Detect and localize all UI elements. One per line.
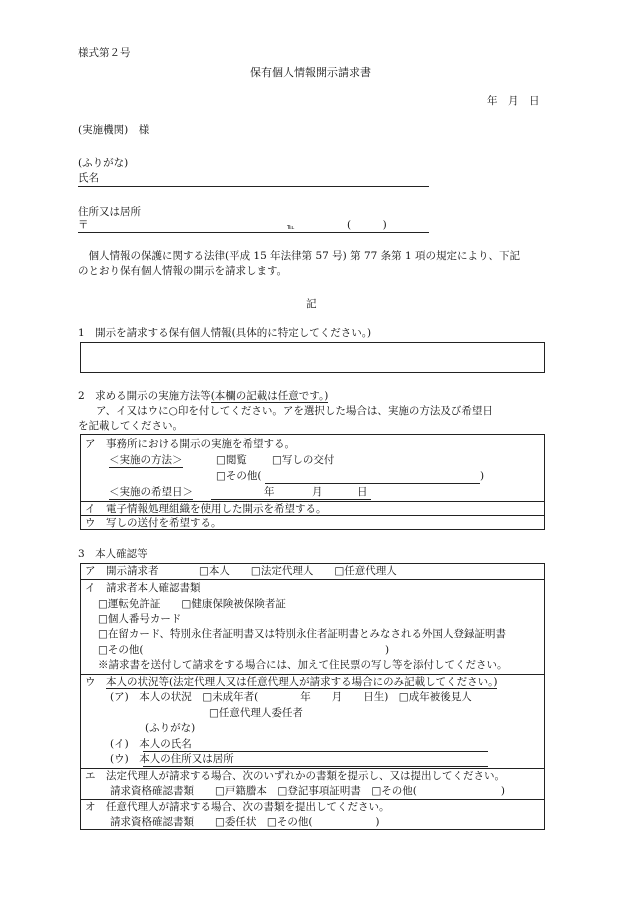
principal-name-row: [110, 738, 192, 751]
principal-status-line[interactable]: (ア) 本人の状況 □未成年者( 年 月 日生) □成年被後見人: [110, 691, 472, 703]
method-other-option[interactable]: □その他(: [216, 470, 262, 482]
option-i-label[interactable]: イ 電子情報処理組織を使用した開示を希望する。: [85, 503, 327, 515]
method-other-line[interactable]: [265, 483, 480, 484]
identity-docs-line-2[interactable]: □個人番号カード: [98, 613, 182, 625]
requester-type-label: ア 開示請求者: [85, 565, 159, 577]
section2-divider-1: [81, 501, 544, 502]
preferred-date-line[interactable]: [211, 499, 371, 500]
principal-address-line[interactable]: [143, 766, 488, 767]
legal-agent-documents[interactable]: 請求資格確認書類 □戸籍謄本 □登記事項証明書 □その他( ): [110, 785, 505, 797]
applicant-address-line[interactable]: [78, 232, 429, 233]
identity-docs-line-3[interactable]: □在留カード、特別永住者証明書又は特別永住者証明書とみなされる外国人登録証明書: [98, 628, 506, 640]
preferred-date-month: 月: [312, 486, 323, 498]
option-u-label[interactable]: ウ 写しの送付を希望する。: [85, 517, 222, 529]
section2-table: [80, 434, 545, 530]
section1-heading: 1 開示を請求する保有個人情報(具体的に特定してください。): [78, 327, 372, 339]
intro-line-2: のとおり保有個人情報の開示を請求します。: [78, 265, 288, 277]
applicant-name-line[interactable]: [78, 186, 429, 187]
section3-divider-e: [81, 799, 544, 800]
form-number: 様式第２号: [78, 47, 131, 59]
identity-docs-line-1[interactable]: □運転免許証 □健康保険被保険者証: [98, 598, 286, 610]
tel-mark: ℡: [287, 223, 295, 231]
tel-parentheses: ( ): [347, 219, 387, 231]
principal-address-row: [110, 753, 234, 766]
voluntary-agent-documents[interactable]: 請求資格確認書類 □委任状 □その他( ): [110, 816, 380, 828]
section3-divider-a: [81, 579, 544, 580]
form-title: 保有個人情報開示請求書: [250, 66, 371, 79]
method-view-option[interactable]: □閲覧: [216, 454, 247, 466]
principal-address-marker: (ウ): [110, 753, 140, 765]
principal-status-heading: [85, 676, 497, 689]
request-date: 年 月 日: [487, 95, 540, 107]
section3-heading: 3 本人確認等: [78, 548, 148, 560]
section2-note-1: ア、イ又はウに○印を付してください。アを選択した場合は、実施の方法及び希望日: [96, 405, 493, 417]
method-other-close: ): [480, 470, 485, 482]
option-a-label[interactable]: ア 事務所における開示の実施を希望する。: [85, 438, 295, 450]
section1-input-box[interactable]: [80, 342, 545, 373]
principal-name-line[interactable]: [143, 751, 488, 752]
section3-divider-u: [81, 768, 544, 769]
requester-type-options[interactable]: □本人 □法定代理人 □任意代理人: [199, 565, 397, 577]
section3-table: [80, 563, 545, 830]
principal-address-label: 本人の住所又は居所: [139, 753, 234, 765]
identity-docs-label: イ 請求者本人確認書類: [85, 582, 201, 594]
intro-line-1: 個人情報の保護に関する法律(平成 15 年法律第 57 号) 第 77 条第 1 項の規定により、下記: [78, 250, 520, 262]
identity-docs-other[interactable]: □その他( ): [98, 644, 390, 656]
principal-name-label: 本人の氏名: [139, 738, 192, 750]
section2-divider-2: [81, 515, 544, 516]
preferred-date-label: ＜実施の希望日＞: [109, 486, 193, 498]
method-copy-option[interactable]: □写しの交付: [272, 454, 335, 466]
section2-heading-text: 2 求める開示の実施方法等: [78, 390, 211, 402]
principal-furigana-label: (ふりがな): [145, 722, 196, 734]
voluntary-agent-instruction: オ 任意代理人が請求する場合、次の書類を提出してください。: [85, 801, 390, 813]
applicant-address-label: 住所又は居所: [78, 206, 141, 218]
applicant-furigana-label: (ふりがな): [78, 157, 129, 169]
identity-docs-note: ※請求書を送付して請求をする場合には、加えて住民票の写し等を添付してください。: [98, 659, 508, 671]
method-label: ＜実施の方法＞: [109, 454, 183, 466]
section2-note-2: を記載してください。: [78, 420, 183, 432]
section2-heading: [78, 390, 328, 403]
section3-divider-i: [81, 674, 544, 675]
legal-agent-instruction: エ 法定代理人が請求する場合、次のいずれかの書類を提示し、又は提出してください。: [85, 770, 505, 782]
principal-status-prefix: ウ: [85, 676, 106, 688]
section2-optional-note: (本欄の記載は任意です。): [210, 390, 329, 402]
principal-delegator-option[interactable]: □任意代理人委任者: [209, 707, 303, 719]
applicant-name-label: 氏名: [78, 172, 99, 184]
addressee: (実施機関) 様: [78, 124, 150, 136]
principal-status-title: 本人の状況等(法定代理人又は任意代理人が請求する場合にのみ記載してください。): [106, 676, 498, 688]
preferred-date-day: 日: [357, 486, 368, 498]
preferred-date-year: 年: [264, 486, 275, 498]
principal-name-marker: (イ): [110, 738, 140, 750]
postal-mark: 〒: [78, 219, 89, 231]
ki-heading: 記: [306, 298, 317, 310]
